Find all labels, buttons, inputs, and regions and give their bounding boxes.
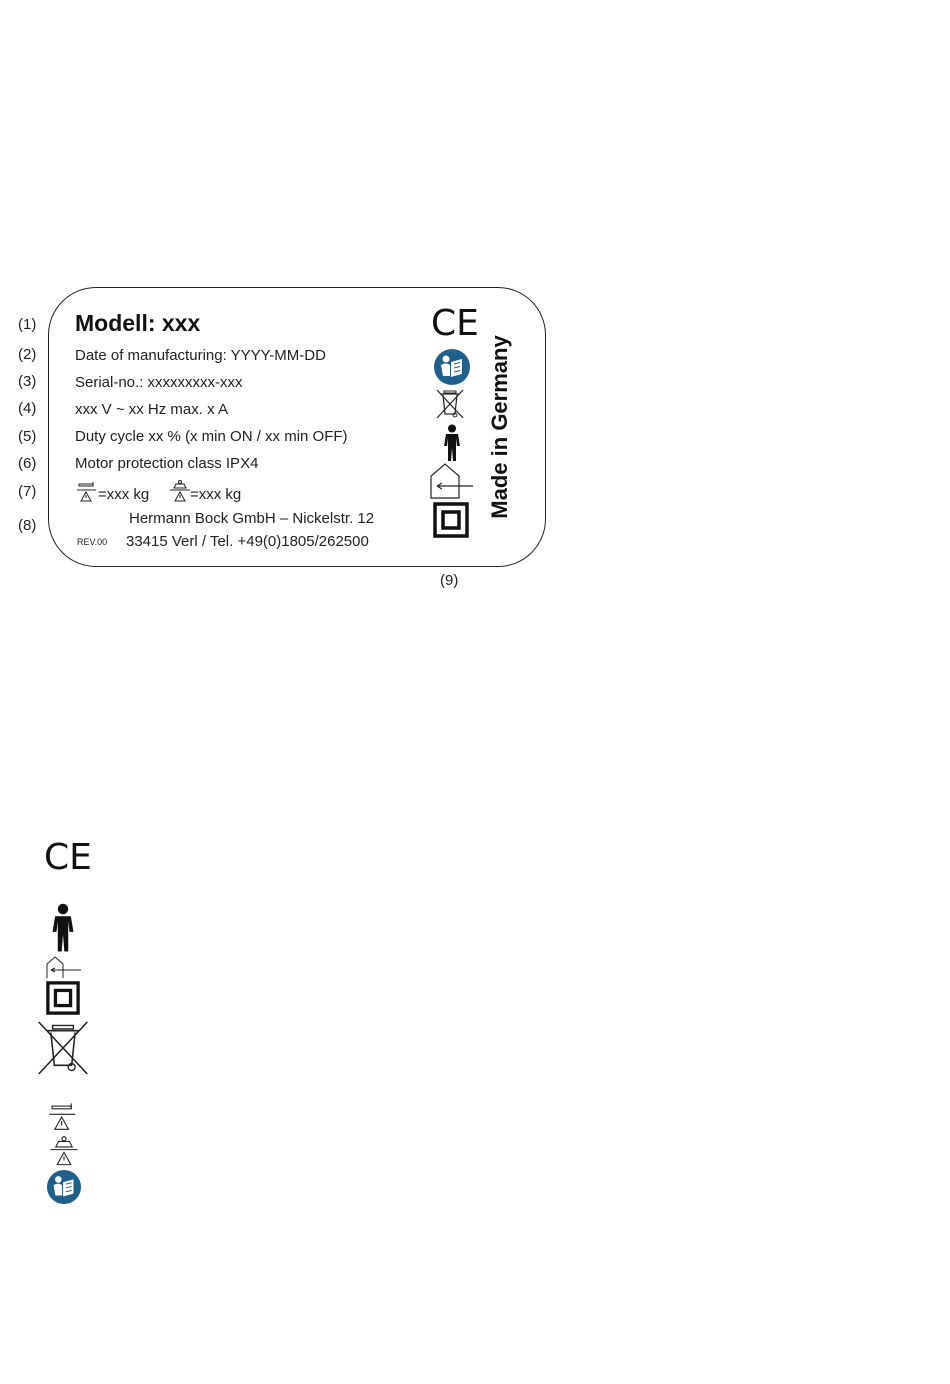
ce-mark-icon: CE bbox=[431, 303, 479, 344]
legend-indoor-use-icon bbox=[45, 955, 83, 979]
model-title: Modell: xxx bbox=[75, 310, 201, 336]
marker-5: (5) bbox=[18, 428, 37, 445]
marker-1: (1) bbox=[18, 316, 37, 333]
legend-weee-bin-icon bbox=[37, 1020, 89, 1076]
marker-7: (7) bbox=[18, 483, 37, 500]
legend-ce-mark-icon: CE bbox=[44, 837, 92, 878]
power-rating: xxx V ~ xx Hz max. x A bbox=[75, 401, 228, 418]
legend-class-ii-icon bbox=[46, 981, 80, 1015]
manufacturer-address: Hermann Bock GmbH – Nickelstr. 12 bbox=[129, 510, 375, 527]
legend-safe-working-load-bed-icon bbox=[48, 1100, 78, 1134]
motor-protection: Motor protection class IPX4 bbox=[75, 455, 259, 472]
safe-working-load-bed-icon bbox=[76, 481, 98, 503]
load-patient-value: =xxx kg bbox=[190, 486, 242, 503]
read-manual-icon bbox=[433, 348, 471, 386]
indoor-use-icon bbox=[429, 462, 475, 500]
serial-number: Serial-no.: xxxxxxxxx-xxx bbox=[75, 374, 243, 391]
legend-type-b-person-icon bbox=[46, 900, 80, 956]
class-ii-icon bbox=[433, 502, 469, 538]
safe-working-load-patient-icon bbox=[169, 479, 191, 503]
made-in-germany: Made in Germany bbox=[487, 335, 512, 519]
load-bed-value: =xxx kg bbox=[98, 486, 150, 503]
revision: REV.00 bbox=[77, 537, 108, 547]
weee-bin-icon bbox=[435, 388, 465, 420]
marker-4: (4) bbox=[18, 400, 37, 417]
legend-safe-working-load-patient-icon bbox=[49, 1134, 79, 1168]
marker-3: (3) bbox=[18, 373, 37, 390]
marker-2: (2) bbox=[18, 346, 37, 363]
marker-9: (9) bbox=[440, 572, 459, 589]
duty-cycle: Duty cycle xx % (x min ON / xx min OFF) bbox=[75, 428, 348, 445]
marker-6: (6) bbox=[18, 455, 37, 472]
manufacture-date: Date of manufacturing: YYYY-MM-DD bbox=[75, 347, 326, 364]
marker-8: (8) bbox=[18, 517, 37, 534]
type-b-person-icon bbox=[439, 424, 465, 462]
legend-read-manual-icon bbox=[46, 1169, 82, 1205]
manufacturer-phone: 33415 Verl / Tel. +49(0)1805/262500 bbox=[126, 533, 369, 550]
